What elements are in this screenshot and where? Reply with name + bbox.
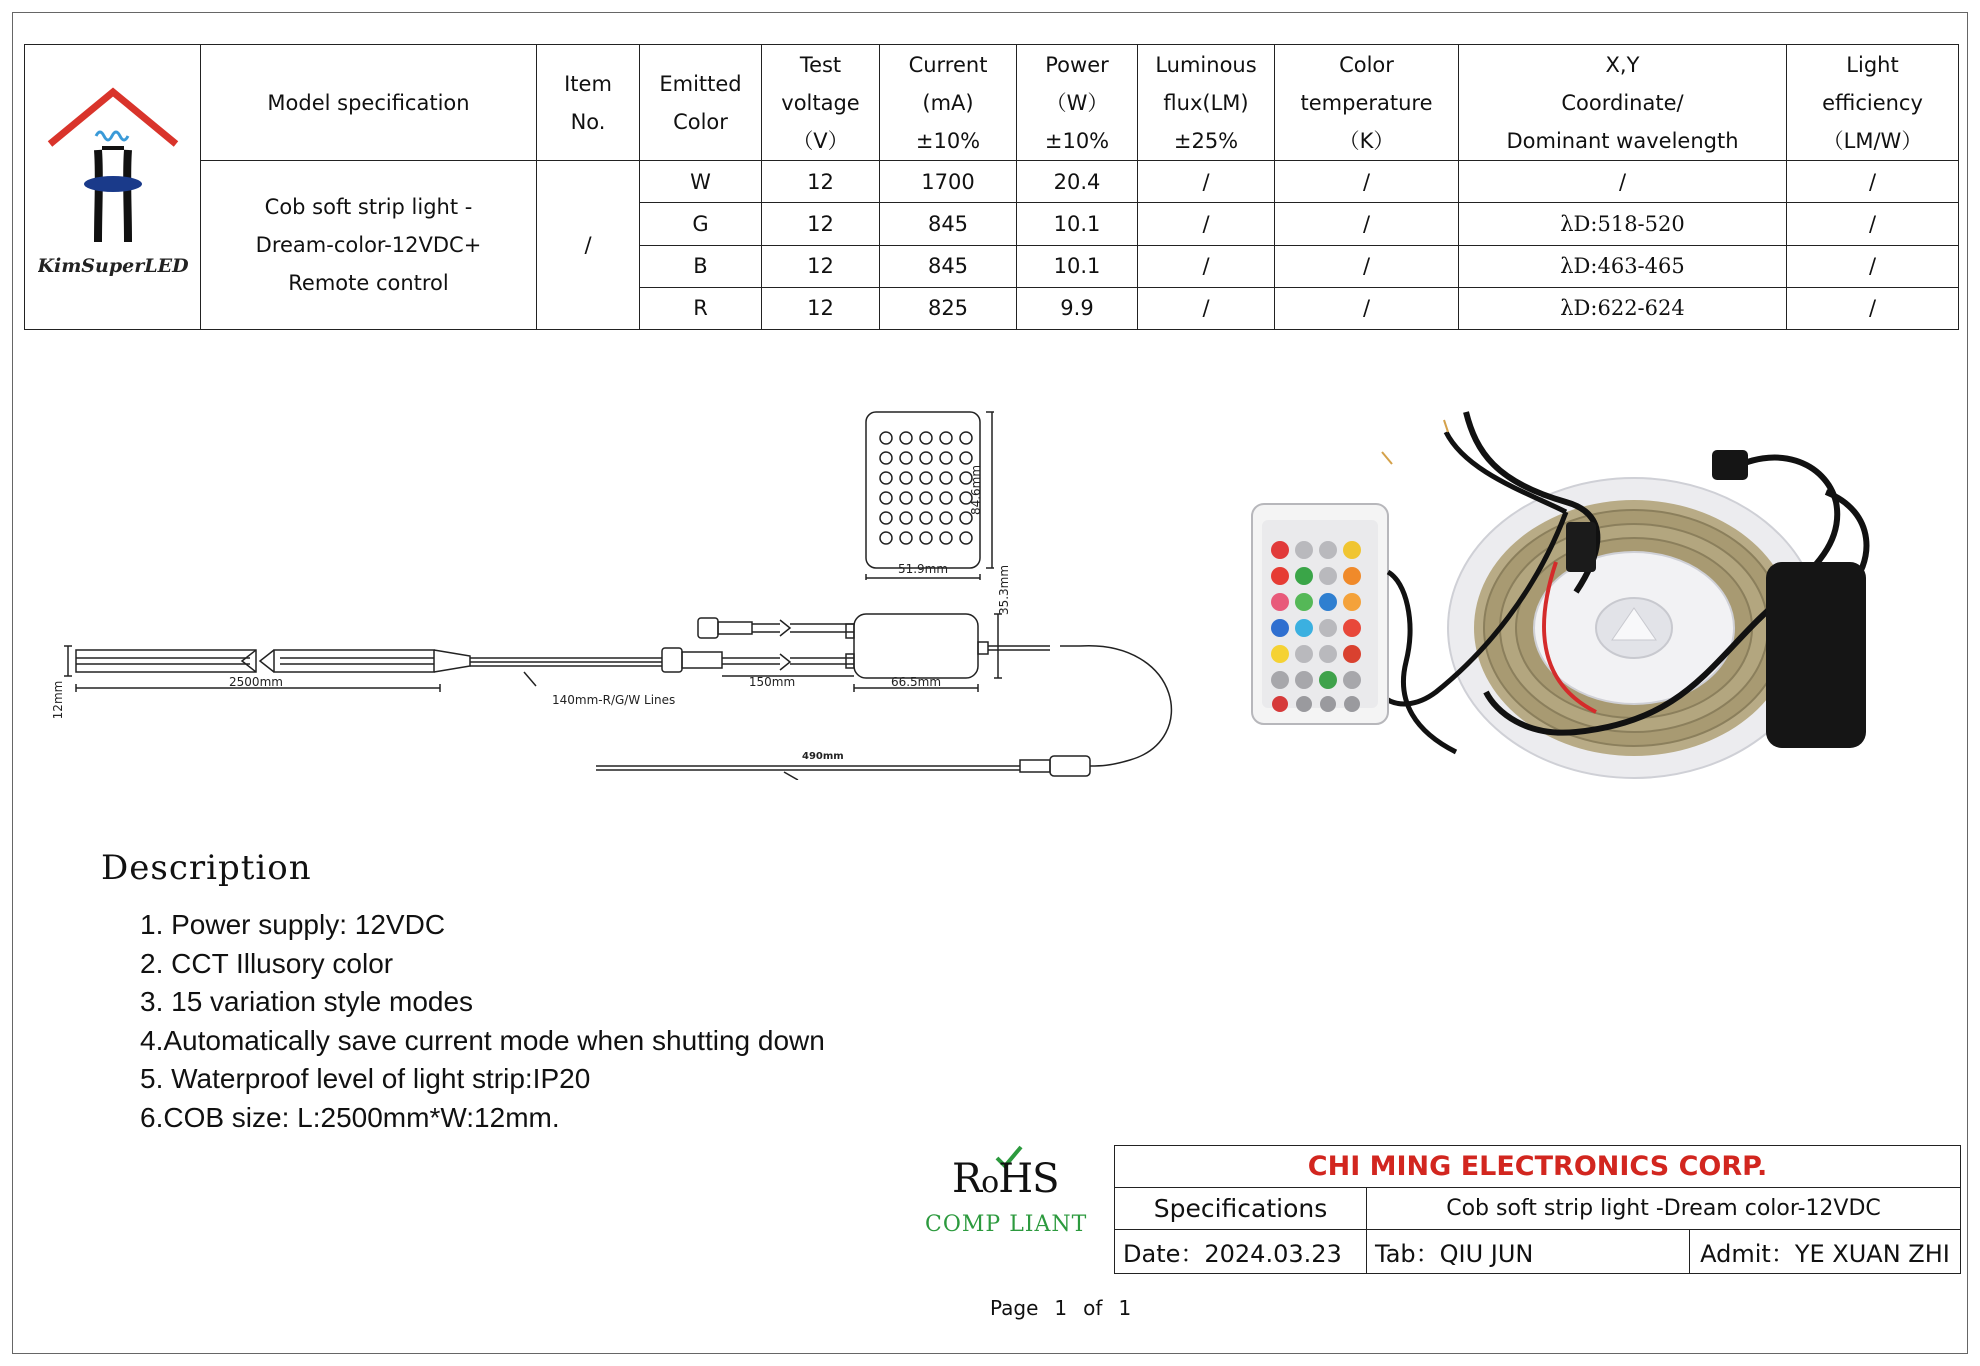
- date-field: Date：2024.03.23: [1115, 1230, 1367, 1274]
- remote-height-label: 84.6mm: [969, 464, 983, 516]
- connector-male: [662, 648, 682, 672]
- rohs-compliant-text: COMP LIANT: [925, 1212, 1088, 1237]
- jst-connector: [1566, 522, 1596, 572]
- rgb-remote-control: [1252, 504, 1388, 724]
- header-emitted-color: Emitted Color: [640, 45, 762, 161]
- strip-segment-2: [274, 650, 434, 672]
- controller-height-label: 35.3mm: [997, 564, 1011, 616]
- spec-table: [24, 44, 1959, 330]
- logo-cell: [25, 45, 201, 330]
- model-name-cell: Cob soft strip light - Dream-color-12VDC+ Remote control: [201, 161, 537, 330]
- tab-field: Tab：QIU JUN: [1367, 1230, 1690, 1274]
- description-title: Description: [101, 848, 312, 888]
- list-item: 1. Power supply: 12VDC: [140, 909, 446, 940]
- product-photo: [1236, 392, 1916, 828]
- page-number: Page 1 of 1: [990, 1296, 1132, 1320]
- plug-connector: [1712, 450, 1748, 480]
- controller-unit: [1766, 562, 1866, 748]
- header-test-voltage: Test voltage （V）: [762, 45, 880, 161]
- wire-note-label: 140mm-R/G/W Lines: [552, 693, 676, 707]
- strip-reel: [1448, 478, 1820, 778]
- header-luminous-flux: Luminous flux(LM) ±25%: [1138, 45, 1275, 161]
- specifications-label: Specifications: [1115, 1188, 1367, 1230]
- remote-width-label: 51.9mm: [897, 562, 949, 576]
- kimsuperled-logo: [38, 66, 188, 296]
- header-power: Power （W） ±10%: [1017, 45, 1138, 161]
- controller-box: [854, 614, 978, 678]
- rohs-word: RoHS: [952, 1156, 1059, 1202]
- table-row: R 12 825 9.9 / / λD:622-624 /: [25, 287, 1959, 329]
- rohs-compliant-mark: [922, 1144, 1088, 1250]
- table-row: Cob soft strip light - Dream-color-12VDC+ Remote control / W 12 1700 20.4 / / / /: [25, 161, 1959, 203]
- connector-female: [698, 618, 718, 638]
- strip-length-label: 2500mm: [229, 675, 283, 689]
- item-no-cell: /: [537, 161, 640, 330]
- dc-jack: [1050, 756, 1090, 776]
- lead-length-label: 150mm: [748, 675, 796, 689]
- description-list: [140, 906, 825, 1138]
- svg-text:KimSuperLED: KimSuperLED: [37, 255, 188, 277]
- remote-button-grid: [880, 432, 972, 544]
- strip-segment-1: [76, 650, 256, 672]
- title-block: [1114, 1145, 1961, 1274]
- table-row: G 12 845 10.1 / / λD:518-520 /: [25, 203, 1959, 245]
- list-item: 4.Automatically save current mode when shutting down: [140, 1024, 825, 1056]
- list-item: 2. CCT Illusory color: [140, 947, 394, 979]
- header-model: Model specification: [201, 45, 537, 161]
- header-light-efficiency: Light efficiency （LM/W）: [1787, 45, 1959, 161]
- header-xy-coordinate: X,Y Coordinate/ Dominant wavelength: [1459, 45, 1787, 161]
- list-item: 3. 15 variation style modes: [140, 986, 474, 1018]
- specifications-value: Cob soft strip light -Dream color-12VDC: [1367, 1188, 1961, 1230]
- company-name: CHI MING ELECTRONICS CORP.: [1115, 1146, 1961, 1188]
- header-current: Current (mA) ±10%: [880, 45, 1017, 161]
- table-row: B 12 845 10.1 / / λD:463-465 /: [25, 245, 1959, 287]
- remote-outline: [866, 412, 980, 568]
- strip-width-label: 12mm: [51, 680, 65, 720]
- controller-length-label: 66.5mm: [890, 675, 942, 689]
- admit-field: Admit：YE XUAN ZHI: [1690, 1230, 1961, 1274]
- list-item: 5. Waterproof level of light strip:IP20: [140, 1063, 591, 1095]
- list-item: 6.COB size: L:2500mm*W:12mm.: [140, 1101, 560, 1133]
- header-color-temperature: Color temperature （K）: [1275, 45, 1459, 161]
- power-lead-label: 490mm: [802, 751, 844, 762]
- header-item-no: Item No.: [537, 45, 640, 161]
- technical-drawing: [50, 380, 1230, 780]
